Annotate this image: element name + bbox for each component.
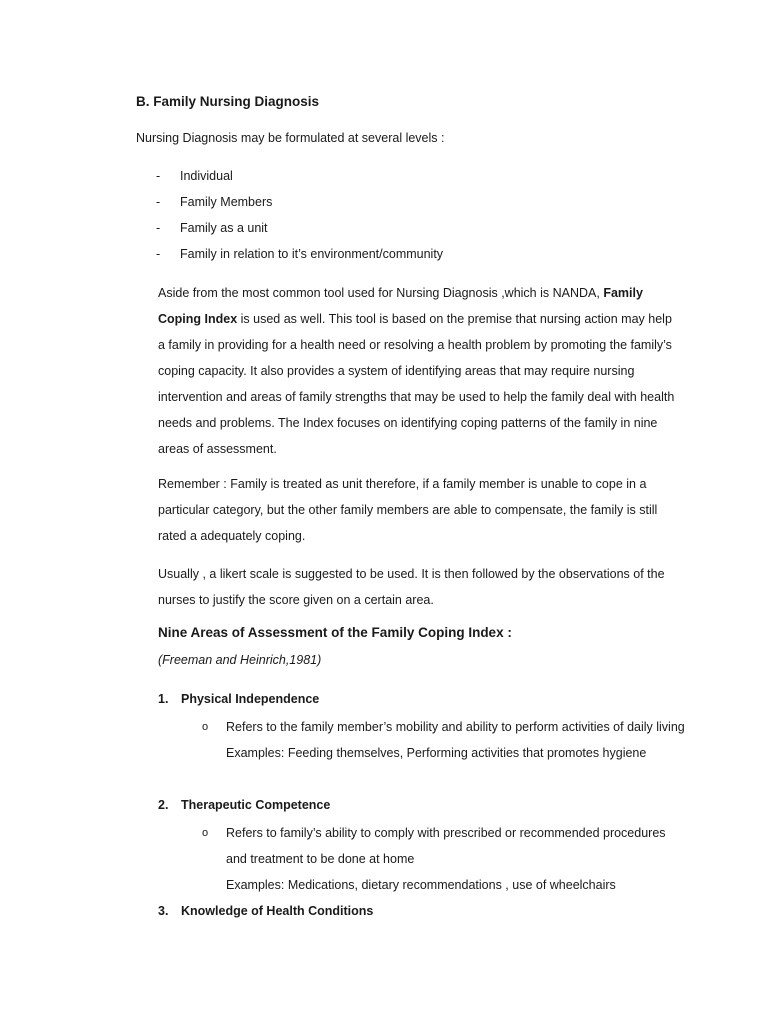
area-examples-text: Examples: Feeding themselves, Performing activities that promotes hygiene	[226, 746, 647, 760]
paragraph-text: is used as well. This tool is based on the premise that nursing action may help a family in providing for a health need or resolving a health problem by promoting the family’s coping capacity. It also provides a system of identifying areas that may require nursing intervention and areas of family strengths that may be used to help the family deal with health needs and problems. The Index focuses on identifying coping patterns of the family in nine areas of assessment.	[158, 312, 675, 456]
list-item	[156, 244, 443, 270]
remember-paragraph: Remember : Family is treated as unit therefore, if a family member is unable to cope in a particular category, but the other family members are able to compensate, the family is still rated a adequately coping.	[158, 477, 658, 543]
level-label: Family as a unit	[180, 221, 268, 235]
circle-bullet-icon: o	[202, 827, 209, 839]
likert-paragraph: Usually , a likert scale is suggested to be used. It is then followed by the observations of the nurses to justify the score given on a certain area.	[158, 567, 665, 607]
area-text-block	[226, 714, 686, 766]
area-description	[202, 820, 686, 898]
circle-bullet-icon: o	[202, 721, 209, 733]
intro-text: Nursing Diagnosis may be formulated at several levels :	[136, 131, 445, 145]
level-label: Individual	[180, 169, 233, 183]
area-number: 2.	[158, 798, 169, 812]
list-item	[156, 192, 443, 218]
assessment-area	[158, 688, 686, 766]
area-text-block	[226, 820, 686, 898]
levels-list	[156, 166, 443, 270]
list-item	[156, 166, 443, 192]
area-number: 3.	[158, 904, 169, 918]
area-title-text: Physical Independence	[181, 692, 320, 706]
dash-marker: -	[156, 169, 161, 183]
emphasis-text: Family Coping Index	[158, 286, 643, 326]
area-examples-text: Examples: Medications, dietary recommendations , use of wheelchairs	[226, 878, 616, 892]
dash-marker: -	[156, 247, 161, 261]
area-desc-text: Refers to family’s ability to comply with prescribed or recommended procedures and treatment to be done at home	[226, 826, 666, 866]
area-desc-text: Refers to the family member’s mobility and ability to perform activities of daily living	[226, 720, 685, 734]
assessment-area	[158, 794, 686, 898]
list-item	[156, 218, 443, 244]
area-number: 1.	[158, 692, 169, 706]
area-title	[158, 688, 686, 714]
area-title-text: Therapeutic Competence	[181, 798, 331, 812]
citation: (Freeman and Heinrich,1981)	[158, 653, 322, 667]
level-label: Family Members	[180, 195, 273, 209]
paragraph-text: Aside from the most common tool used for Nursing Diagnosis ,which is NANDA,	[158, 286, 604, 300]
area-title	[158, 794, 686, 820]
assessment-area	[158, 900, 373, 926]
section-heading: B. Family Nursing Diagnosis	[136, 94, 320, 109]
level-label: Family in relation to it’s environment/community	[180, 247, 444, 261]
area-title	[158, 900, 373, 926]
assessment-title: Nine Areas of Assessment of the Family Coping Index :	[158, 625, 512, 640]
dash-marker: -	[156, 195, 161, 209]
coping-index-paragraph	[158, 280, 678, 462]
dash-marker: -	[156, 221, 161, 235]
area-title-text: Knowledge of Health Conditions	[181, 904, 374, 918]
area-description	[202, 714, 686, 766]
